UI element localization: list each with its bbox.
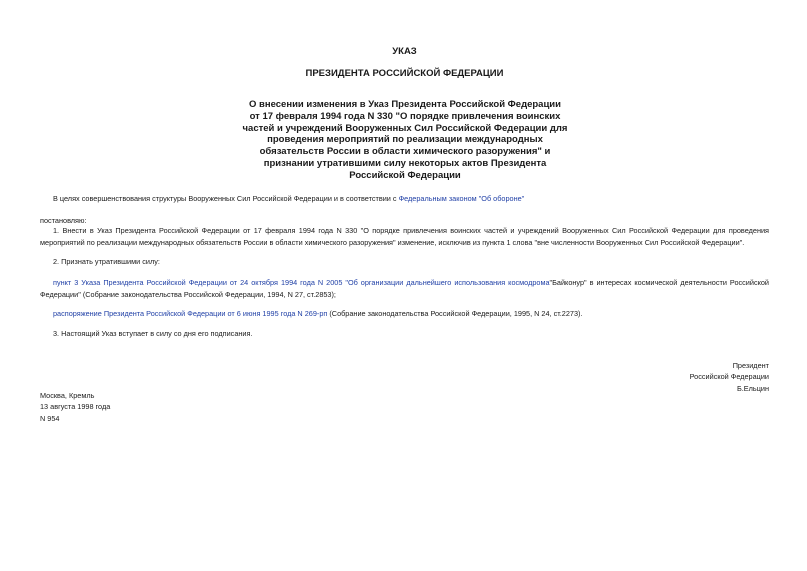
preamble-text: В целях совершенствования структуры Вооруженных Сил Российской Федерации и в соответствии с [53, 194, 399, 203]
repealed-item-1 [40, 277, 769, 300]
issuer-heading: ПРЕЗИДЕНТА РОССИЙСКОЙ ФЕДЕРАЦИИ [305, 68, 504, 79]
title-line: частей и учреждений Вооруженных Сил Российской Федерации для [242, 122, 568, 134]
signing-place: Москва, Кремль [40, 391, 95, 400]
preamble-paragraph [40, 193, 769, 205]
document-title [230, 99, 580, 182]
title-line: признании утратившими силу некоторых актов Президента [263, 157, 547, 169]
title-line: О внесении изменения в Указ Президента Российской Федерации [249, 99, 561, 110]
order-269-rp-link[interactable]: распоряжение Президента Российской Федерации от 6 июня 1995 года N 269-рп [53, 309, 328, 318]
signature-title: Президент [732, 361, 769, 370]
title-line: обязательств России в области химического разоружения" и [259, 146, 551, 158]
item-2-paragraph: 2. Признать утратившими силу: [53, 257, 160, 266]
decree-number: N 954 [40, 413, 60, 423]
decree-2005-link[interactable]: пункт 3 Указа Президента Российской Федерации от 24 октября 1994 года N 2005 "Об организации дальнейшего использования космодрома [53, 278, 550, 287]
title-line: Российской Федерации [349, 169, 461, 181]
repealed-item-2 [40, 308, 769, 320]
signature-block [690, 360, 769, 394]
document-page [40, 0, 769, 571]
title-line: от 17 февраля 1994 года N 330 "О порядке привлечения воинских [249, 110, 561, 122]
repealed-item-2-text: (Собрание законодательства Российской Федерации, 1995, N 24, ст.2273). [327, 309, 583, 318]
defense-law-link[interactable]: Федеральным законом "Об обороне" [398, 194, 525, 203]
document-type-heading: УКАЗ [392, 46, 417, 57]
repealed-item-1-text: "Байконур" в интересах космической деятельности Российской Федерации" (Собрание законодательства Российской Федерации, 1994, N 27, ст.2853); [40, 278, 770, 299]
title-line: проведения мероприятий по реализации международных [267, 134, 543, 146]
signature-name: Б.Ельцин [736, 383, 769, 393]
decree-word: постановляю: [40, 216, 87, 225]
signature-country: Российской Федерации [689, 372, 769, 382]
signing-date: 13 августа 1998 года [40, 402, 111, 412]
item-1-paragraph: 1. Внести в Указ Президента Российской Федерации от 17 февраля 1994 года N 330 "О порядке привлечения воинских частей и учреждений Вооруженных Сил Российской Федерации для проведения мероприятий по реализации международных обязательств России в области химического разоружения" изменение, исключив из пункта 1 слова "вне численности Вооруженных Сил Российской Федерации". [40, 226, 769, 247]
item-3-paragraph: 3. Настоящий Указ вступает в силу со дня его подписания. [53, 329, 253, 338]
place-date-block [40, 390, 110, 424]
